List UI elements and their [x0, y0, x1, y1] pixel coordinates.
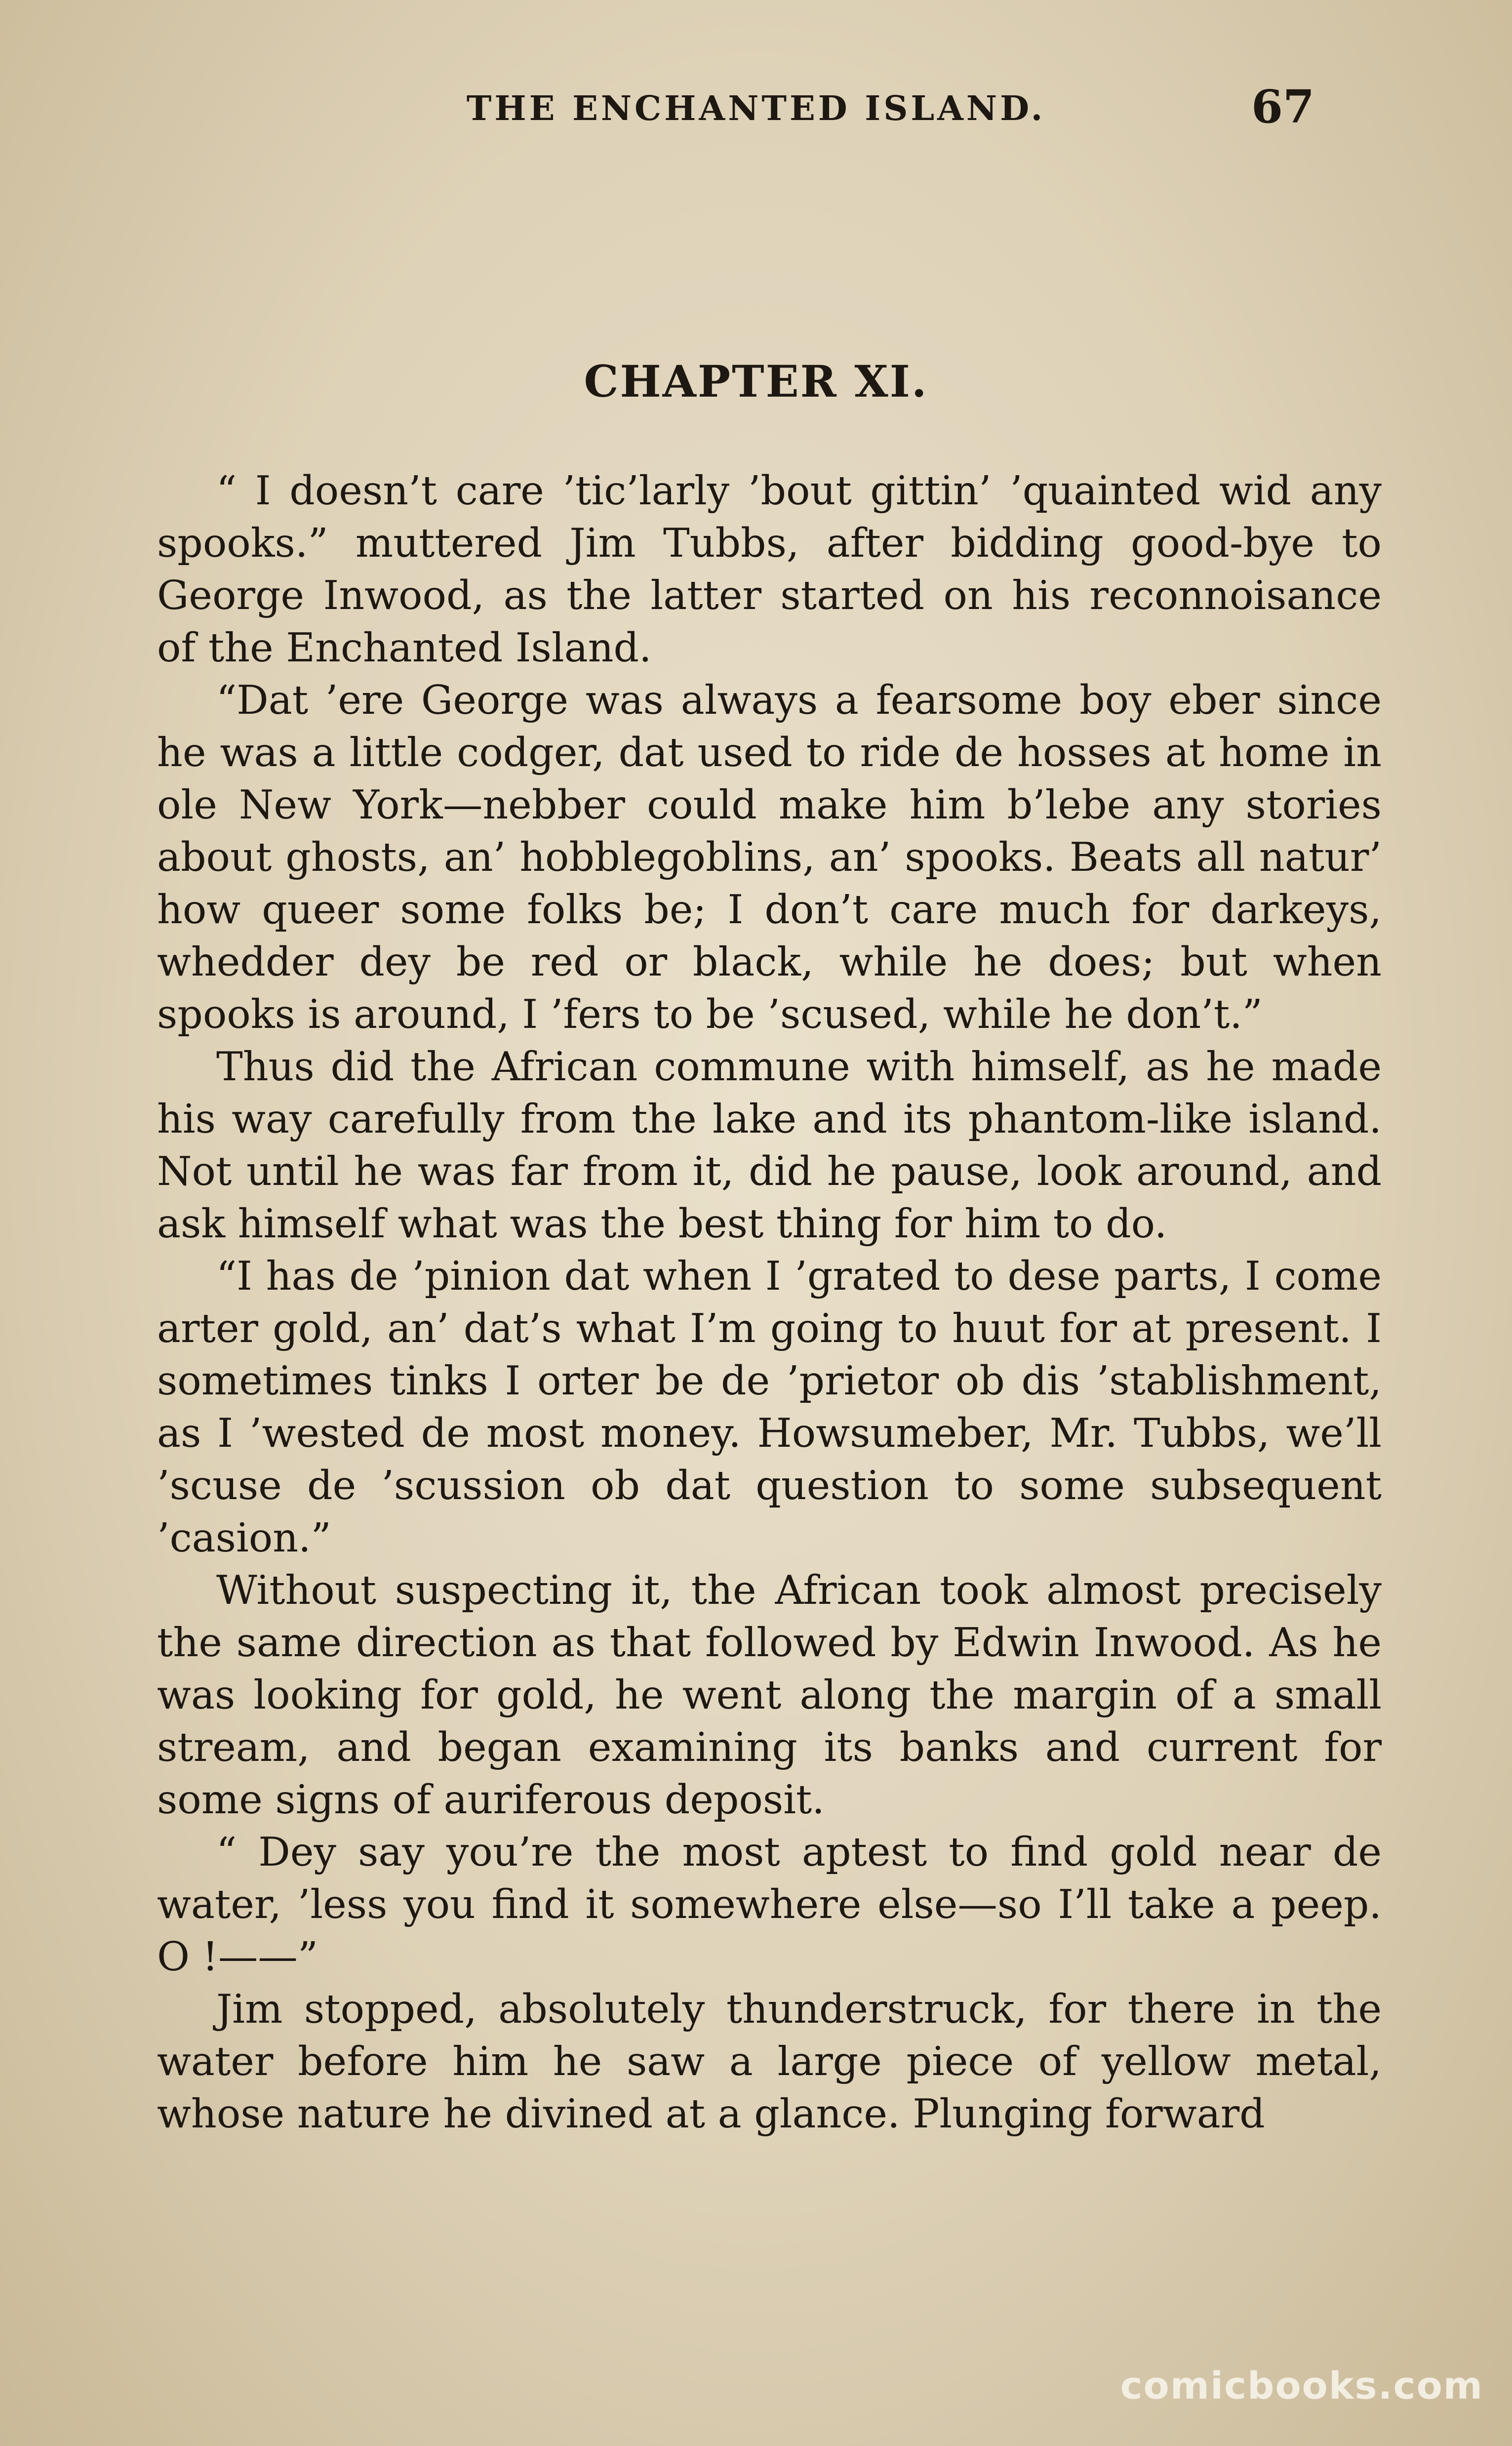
watermark-text: comicbooks.com [1120, 2364, 1483, 2407]
paragraph: “ I doesn’t care ’tic’larly ’bout gittin’ ’quainted wid any spooks.” muttered Jim Tubbs, after bidding good-bye to George Inwood, as the latter started on his reconnoisance of the Enchanted Island. [157, 467, 1382, 671]
paragraph: Jim stopped, absolutely thunderstruck, for there in the water before him he saw a large piece of yellow metal, whose nature he divined at a glance. Plunging forward [157, 1986, 1382, 2137]
paragraph: Without suspecting it, the African took almost precisely the same direction as that followed by Edwin Inwood. As he was looking for gold, he went along the margin of a small stream, and began examining its banks and current for some signs of auriferous deposit. [157, 1567, 1382, 1823]
chapter-heading: CHAPTER XI. [584, 356, 928, 407]
book-title: THE ENCHANTED ISLAND. [466, 89, 1046, 128]
paragraph: Thus did the African commune with himself, as he made his way carefully from the lake and its phantom-like island. Not until he was far from it, did he pause, look around, and ask himself what was the best thing for him to do. [157, 1043, 1382, 1247]
body-text [157, 464, 1382, 2140]
page-number: 67 [1251, 80, 1314, 133]
paragraph: “ Dey say you’re the most aptest to find gold near de water, ’less you find it somewhere else—so I’ll take a peep. O !——” [157, 1829, 1382, 1980]
paragraph: “I has de ’pinion dat when I ’grated to dese parts, I come arter gold, an’ dat’s what I’m going to huut for at present. I sometimes tinks I orter be de ’prietor ob dis ’stablishment, as I ’wested de most money. Howsumeber, Mr. Tubbs, we’ll ’scuse de ’scussion ob dat question to some subsequent ’casion.” [157, 1253, 1382, 1561]
running-head [163, 80, 1349, 133]
paragraph: “Dat ’ere George was always a fearsome boy eber since he was a little codger, dat used to ride de hosses at home in ole New York—nebber could make him b’lebe any stories about ghosts, an’ hobblegoblins, an’ spooks. Beats all natur’ how queer some folks be; I don’t care much for darkeys, whedder dey be red or black, while he does; but when spooks is around, I ’fers to be ’scused, while he don’t.” [157, 677, 1382, 1037]
